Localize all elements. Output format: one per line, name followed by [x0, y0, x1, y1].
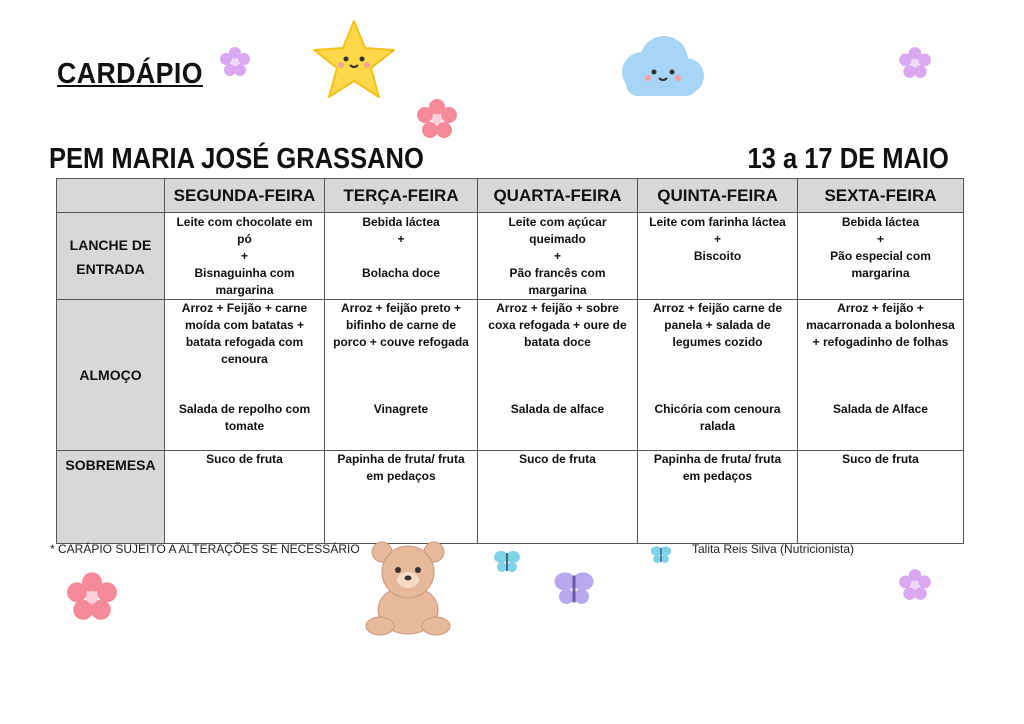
cloud-icon [612, 32, 708, 104]
table-header-row [57, 179, 964, 213]
day-header: QUINTA-FEIRA [638, 179, 798, 213]
menu-cell [478, 300, 638, 451]
main-dish: Arroz + feijão carne de panela + salada de legumes cozido [652, 301, 783, 349]
main-dish: Arroz + feijão + macarronada a bolonhesa + refogadinho de folhas [806, 301, 955, 349]
school-name: PEM MARIA JOSÉ GRASSANO [49, 143, 424, 175]
salad: Chicória com cenoura ralada [654, 402, 781, 433]
flower-icon [415, 97, 459, 141]
table-row [57, 300, 964, 451]
menu-cell: Papinha de fruta/ fruta em pedaços [325, 451, 478, 544]
day-header: QUARTA-FEIRA [478, 179, 638, 213]
page-title: CARDÁPIO [57, 58, 203, 90]
salad: Vinagrete [373, 402, 429, 416]
flower-icon [218, 45, 252, 79]
flower-icon [897, 567, 933, 603]
butterfly-icon [650, 544, 672, 566]
butterfly-icon [551, 568, 597, 610]
flower-icon [897, 45, 933, 81]
menu-cell: Leite com açúcar queimado + Pão francês com margarina [478, 213, 638, 300]
teddy-bear-icon [360, 538, 456, 638]
menu-cell [325, 300, 478, 451]
menu-table [56, 178, 964, 544]
meal-label: SOBREMESA [57, 451, 165, 544]
butterfly-icon [493, 548, 521, 576]
salad: Salada de alface [510, 402, 605, 416]
footnote: * CARÁPIO SUJEITO A ALTERAÇÕES SE NECESSÁRIO [50, 542, 360, 556]
menu-cell: Suco de fruta [165, 451, 325, 544]
menu-cell: Suco de fruta [478, 451, 638, 544]
main-dish: Arroz + feijão + sobre coxa refogada + oure de batata doce [488, 301, 627, 349]
table-row [57, 451, 964, 544]
date-range: 13 a 17 DE MAIO [747, 143, 949, 175]
menu-cell: Bebida láctea + Pão especial com margarina [798, 213, 964, 300]
menu-cell: Leite com farinha láctea + Biscoito [638, 213, 798, 300]
day-header: SEXTA-FEIRA [798, 179, 964, 213]
day-header: SEGUNDA-FEIRA [165, 179, 325, 213]
main-dish: Arroz + feijão preto + bifinho de carne de porco + couve refogada [333, 301, 469, 349]
menu-cell: Suco de fruta [798, 451, 964, 544]
meal-label: ALMOÇO [57, 300, 165, 451]
menu-cell: Leite com chocolate em pó + Bisnaguinha com margarina [165, 213, 325, 300]
menu-cell [798, 300, 964, 451]
salad: Salada de repolho com tomate [178, 402, 311, 433]
meal-label: LANCHE DE ENTRADA [57, 213, 165, 300]
table-row [57, 213, 964, 300]
table-corner [57, 179, 165, 213]
salad: Salada de Alface [833, 402, 928, 416]
menu-cell: Papinha de fruta/ fruta em pedaços [638, 451, 798, 544]
menu-cell [638, 300, 798, 451]
menu-cell: Bebida láctea + Bolacha doce [325, 213, 478, 300]
flower-icon [62, 571, 122, 621]
main-dish: Arroz + Feijão + carne moída com batatas + batata refogada com cenoura [181, 301, 308, 366]
nutritionist-signature: Talita Reis Silva (Nutricionista) [692, 542, 855, 556]
menu-cell [165, 300, 325, 451]
star-icon [310, 15, 398, 103]
day-header: TERÇA-FEIRA [325, 179, 478, 213]
